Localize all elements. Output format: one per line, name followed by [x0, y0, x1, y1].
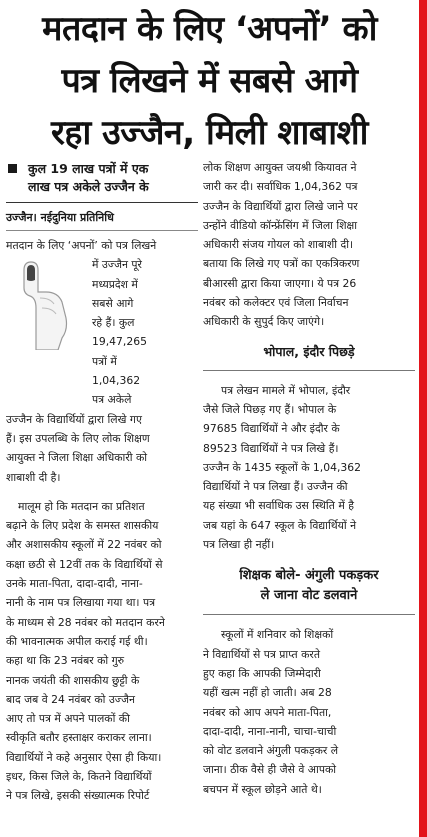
text-line: 19,47,265: [92, 335, 147, 349]
text-line: विद्यार्थियों ने कहे अनुसार ऐसा ही किया।: [6, 750, 162, 764]
text-line: इधर, किस जिले के, कितने विद्यार्थियों: [6, 770, 152, 784]
text-line: कहा था कि 23 नवंबर को गुरु: [6, 654, 125, 668]
text-line: पत्र अकेले: [92, 393, 132, 407]
text-line: ने पत्र लिखे, इसकी संख्यात्मक रिपोर्ट: [6, 789, 150, 803]
text-line: जाना। ठीक वैसे ही जैसे वे आपको: [203, 763, 337, 777]
text-line: में उज्जैन पूरे: [92, 258, 142, 272]
subheading-bhopal-indore: भोपाल, इंदौर पिछड़े: [263, 343, 355, 359]
text-line: उज्जैन के 1435 स्कूलों के 1,04,362: [203, 460, 362, 474]
text-line: अधिकारी संजय गोयल को शाबाशी दी।: [203, 238, 354, 252]
paragraph: [203, 381, 415, 555]
text-line: नानी के नाम पत्र लिखाया गया था। पत्र: [6, 596, 156, 610]
text-line: उन्होंने वीडियो कॉन्फ्रेंसिंग में जिला शिक्षा: [203, 218, 358, 232]
text-line: 89523 विद्यार्थियों ने पत्र लिखे हैं।: [203, 441, 339, 455]
text-line: और अशासकीय स्कूलों में 22 नवंबर को: [6, 538, 162, 552]
text-line: बताया कि लिखे गए पत्रों का एकत्रिकरण: [203, 257, 360, 271]
text-line: सबसे आगे: [92, 296, 134, 310]
divider: [6, 230, 198, 231]
paragraph: [203, 625, 415, 799]
text-line: बीआरसी द्वारा किया जाएगा। ये पत्र 26: [203, 276, 357, 290]
text-line: विद्यार्थियों ने पत्र लिखा हैं। उज्जैन की: [203, 480, 348, 494]
text-line: कक्षा छठी से 12वीं तक के विद्यार्थियों से: [6, 557, 163, 571]
inked-finger-icon: [6, 258, 86, 350]
text-line: स्कूलों में शनिवार को शिक्षकों: [221, 628, 334, 642]
text-line: नानक जयंती की शासकीय छुट्टी के: [6, 673, 140, 687]
text-line: नवंबर को आप अपने माता-पिता,: [203, 705, 332, 719]
text-line: यह संख्या भी सर्वाधिक उस स्थिति में है: [203, 499, 354, 513]
text-line: बचपन में स्कूल छोड़ने आते थे।: [203, 782, 322, 796]
subheading-teachers-line-2: ले जाना वोट डलवाने: [260, 588, 358, 604]
text-line: नवंबर को कलेक्टर एवं जिला निर्वाचन: [203, 296, 349, 310]
text-line: को वोट डलवाने अंगुली पकड़कर ले: [203, 744, 339, 758]
text-line: स्वीकृति बतौर हस्ताक्षर कराकर लाना।: [6, 731, 152, 745]
headline-line-1: मतदान के लिए ‘अपनों’ को: [42, 9, 377, 49]
text-line: लोक शिक्षण आयुक्त जयश्री कियावत ने: [203, 161, 357, 174]
text-line: अधिकारी के सुपुर्द किए जाएंगे।: [203, 315, 325, 329]
text-line: उनके माता-पिता, दादा-दादी, नाना-: [6, 577, 143, 591]
headline-line-3: रहा उज्जैन, मिली शाबाशी: [51, 113, 368, 153]
text-line: हैं। इस उपलब्धि के लिए लोक शिक्षण: [6, 431, 150, 445]
text-line: शाबाशी दी है।: [6, 470, 61, 484]
text-line: पत्र लेखन मामले में भोपाल, इंदौर: [221, 383, 351, 397]
text-line: ने विद्यार्थियों से पत्र प्राप्त करते: [203, 647, 320, 661]
text-line: मालूम हो कि मतदान का प्रतिशत: [18, 499, 145, 513]
divider: [203, 614, 415, 615]
text-line: मध्यप्रदेश में: [92, 277, 138, 291]
text-line: बाद जब वे 24 नवंबर को उज्जैन: [6, 692, 135, 706]
text-line: जारी कर दी। सर्वाधिक 1,04,362 पत्र: [203, 180, 358, 194]
text-line: जैसे जिले पिछड़ गए हैं। भोपाल के: [203, 402, 337, 416]
paragraph: [203, 158, 415, 332]
text-line: पत्रों में: [92, 354, 117, 368]
text-line: हुए कहा कि आपकी जिम्मेदारी: [203, 666, 321, 680]
text-line: 1,04,362: [92, 374, 141, 388]
right-column: [203, 158, 415, 799]
deck-line-2: लाख पत्र अकेले उज्जैन के: [28, 179, 149, 194]
text-line: रहे हैं। कुल: [92, 316, 135, 330]
deck: [6, 160, 198, 196]
deck-line-1: कुल 19 लाख पत्रों में एक: [28, 161, 149, 176]
text-line: उज्जैन के विद्यार्थियों द्वारा लिखे गए: [6, 412, 142, 426]
text-line: पत्र लिखा ही नहीं।: [203, 538, 275, 552]
divider: [6, 202, 198, 203]
byline: उज्जैन। नईदुनिया प्रतिनिधि: [6, 211, 114, 224]
left-column: [6, 158, 198, 806]
text-line: 97685 विद्यार्थियों ने और इंदौर के: [203, 422, 340, 436]
paragraph: [6, 497, 198, 806]
text-line: मतदान के लिए ‘अपनों’ को पत्र लिखने: [6, 239, 157, 252]
subheading-teachers-line-1: शिक्षक बोले- अंगुली पकड़कर: [239, 568, 379, 584]
text-line: यहीं खत्म नहीं हो जाती। अब 28: [203, 686, 332, 700]
text-line: आए तो पत्र में अपने पालकों की: [6, 712, 130, 726]
text-line: जब यहां के 647 स्कूल के विद्यार्थियों ने: [203, 518, 357, 532]
headline-line-2: पत्र लिखने में सबसे आगे: [61, 61, 358, 101]
text-line: आयुक्त ने जिला शिक्षा अधिकारी को: [6, 451, 148, 465]
bullet-square-icon: [8, 164, 17, 173]
text-line: बढ़ाने के लिए प्रदेश के समस्त शासकीय: [6, 519, 159, 533]
text-line: के माध्यम से 28 नवंबर को मतदान करने: [6, 615, 165, 629]
text-line: उज्जैन के विद्यार्थियों द्वारा लिखे जाने पर: [203, 199, 358, 213]
text-line: की भावनात्मक अपील कराई गई थी।: [6, 634, 148, 648]
paragraph-gap: [6, 487, 198, 497]
intro-paragraph: [6, 236, 198, 487]
red-edge-bar: [419, 0, 427, 837]
text-line: दादा-दादी, नाना-नानी, चाचा-चाची: [203, 724, 337, 738]
divider: [203, 370, 415, 371]
